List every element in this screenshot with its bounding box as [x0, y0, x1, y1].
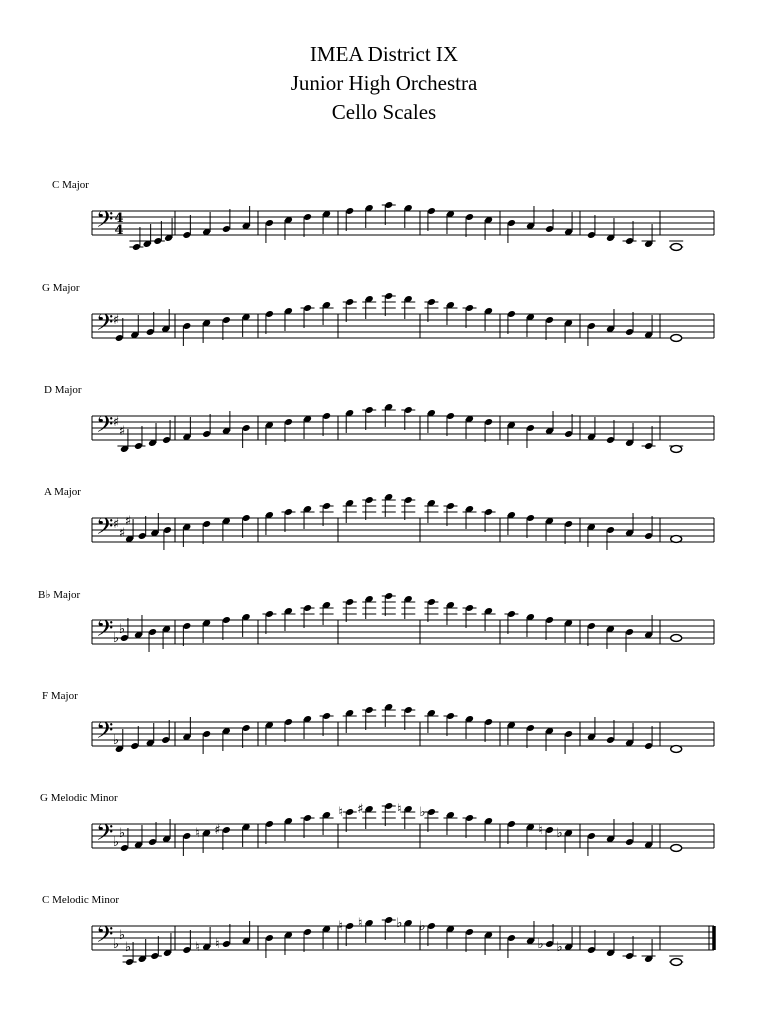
page-title: [0, 40, 768, 127]
scale-system: [0, 792, 768, 890]
sharp-sign: ♯: [118, 526, 126, 541]
staff: [0, 492, 768, 584]
natural-sign: ♮: [338, 805, 344, 820]
sharp-sign: ♯: [112, 313, 120, 328]
flat-sign: ♭: [118, 826, 126, 841]
natural-sign: ♮: [195, 940, 200, 955]
flat-sign: ♭: [118, 622, 126, 637]
flat-sign: ♭: [419, 919, 426, 934]
staff: [0, 288, 768, 380]
time-signature-denominator: 4: [114, 223, 124, 238]
scale-label: A Major: [44, 486, 81, 498]
scale-label: D Major: [44, 384, 82, 396]
scale-system: [0, 486, 768, 584]
sharp-sign: ♯: [214, 823, 221, 838]
sharp-sign: ♯: [118, 424, 126, 439]
staff: [0, 594, 768, 686]
scale-system: [0, 282, 768, 380]
bass-clef: 𝄢: [96, 514, 114, 545]
scale-system: [0, 589, 768, 686]
sharp-sign: ♯: [112, 415, 120, 430]
natural-sign: ♮: [538, 823, 543, 838]
natural-sign: ♮: [396, 802, 402, 817]
scale-label: G Major: [42, 282, 80, 294]
scale-label: G Melodic Minor: [40, 792, 118, 804]
scale-label: B♭ Major: [38, 589, 81, 601]
flat-sign: ♭: [537, 937, 544, 952]
sharp-sign: ♯: [124, 514, 132, 529]
sharp-sign: ♯: [357, 802, 364, 817]
scale-system: [0, 179, 768, 277]
title-event: IMEA District IX: [309, 42, 459, 66]
bass-clef: 𝄢: [96, 820, 114, 851]
flat-sign: ♭: [419, 805, 426, 820]
flat-sign: ♭: [112, 631, 120, 646]
whole-note: [671, 536, 682, 543]
bass-clef: 𝄢: [96, 412, 114, 443]
staff: [0, 900, 768, 992]
whole-note: [671, 335, 682, 342]
natural-sign: ♮: [338, 919, 344, 934]
scale-label: C Melodic Minor: [42, 894, 119, 906]
bass-clef: 𝄢: [96, 922, 114, 953]
bass-clef: 𝄢: [96, 616, 114, 647]
time-signature-numerator: 4: [114, 211, 124, 226]
scale-system: [0, 894, 768, 992]
flat-sign: ♭: [112, 937, 120, 952]
staff: [0, 696, 768, 788]
whole-note: [671, 959, 682, 966]
flat-sign: ♭: [112, 733, 120, 748]
whole-note: [671, 244, 682, 251]
title-piece: Cello Scales: [331, 100, 437, 124]
flat-sign: ♭: [112, 835, 120, 850]
scale-label: F Major: [42, 690, 78, 702]
scale-system: [0, 690, 768, 788]
staff: [0, 185, 768, 277]
sharp-sign: ♯: [112, 517, 120, 532]
flat-sign: ♭: [118, 928, 126, 943]
whole-note: [671, 446, 682, 453]
bass-clef: 𝄢: [96, 718, 114, 749]
title-ensemble: Junior High Orchestra: [290, 71, 478, 95]
bass-clef: 𝄢: [96, 207, 114, 238]
whole-note: [671, 635, 682, 642]
scale-label: C Major: [52, 179, 89, 191]
flat-sign: ♭: [396, 916, 403, 931]
natural-sign: ♮: [195, 826, 200, 841]
bass-clef: 𝄢: [96, 310, 114, 341]
natural-sign: ♮: [357, 916, 363, 931]
whole-note: [671, 746, 682, 753]
flat-sign: ♭: [556, 940, 563, 955]
flat-sign: ♭: [124, 940, 132, 955]
flat-sign: ♭: [556, 826, 563, 841]
natural-sign: ♮: [215, 937, 220, 952]
whole-note: [671, 845, 682, 852]
staff: [0, 798, 768, 890]
scale-system: [0, 384, 768, 482]
staff: [0, 390, 768, 482]
